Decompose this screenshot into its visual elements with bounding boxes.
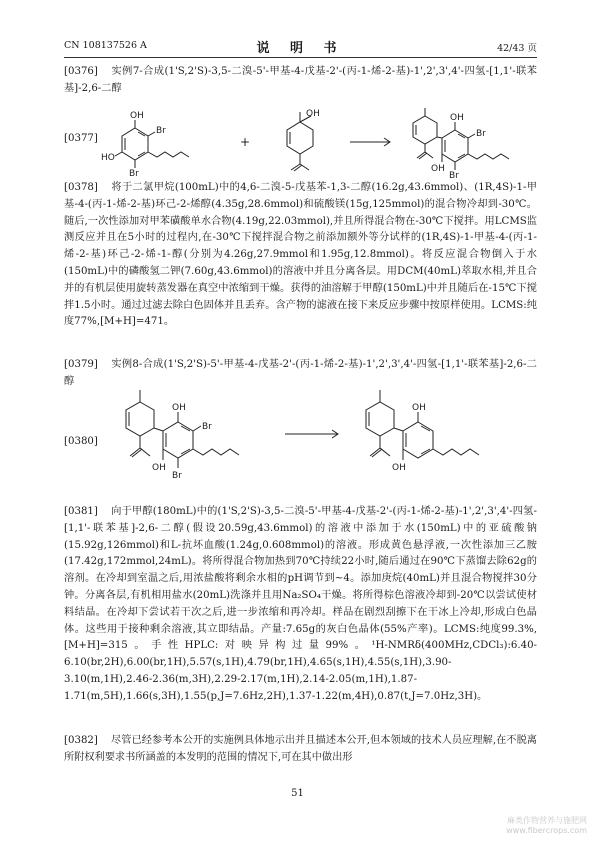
paragraph-0379 <box>64 357 537 391</box>
paragraph-0376 <box>64 64 537 98</box>
para-tag: [0382] <box>64 735 98 746</box>
para-text: 向于甲醇(180mL)中的(1'S,2'S)-3,5-二溴-5'-甲基-4-戊基-2'-(丙-1-烯-2-基)-1',2',3',4'-四氢-[1,1'-联苯基]-2,6-二醇(假设20.59g,43.6mmol)的溶液中添加于水(150mL)中的亚硫酸钠(15.92g,126mmol)和L-抗坏血酸(1.24g,0.608mmol)的溶液。形成黄色悬浮液,一次性添加三乙胺(17.42g,172mmol,24mL)。将所得混合物加热到70℃持续22小时,随后通过在90℃下蒸馏去除62g的溶剂。在冷却到室温之后,用浓盐酸将剩余水相的pH调节到~4。添加庚烷(40mL)并且混合物搅拌30分钟。分离各层,有机相用盐水(20mL)洗涤并且用Na₂SO₄干燥。将所得棕色溶液冷却到-20℃以尝试使材料结晶。在冷却下尝试若干次之后,进一步浓缩和再冷却。样品在剧烈刮擦下在干冰上冷却,形成白色晶体。这些用于接种剩余溶液,其立即结晶。产量:7.65g的灰白色晶体(55%产率)。LCMS:纯度99.3%,[M+H]=315。手性HPLC:对映异构过量99%。¹H-NMRδ(400MHz,CDCl₃):6.40-6.10(br,2H),6.00(br,1H),5.57(s,1H),4.79(br,1H),4.65(s,1H),4.55(s,1H),3.90-3.10(m,1H),2.46-2.36(m,3H),2.29-2.17(m,1H),2.14-2.05(m,1H),1.87-1.71(m,5H),1.66(s,3H),1.55(p,J=7.6Hz,2H),1.37-1.22(m,4H),0.87(t,J=7.0Hz,3H)。 <box>64 506 537 702</box>
watermark-line: 麻类作物营养与施肥网 <box>507 816 587 825</box>
plus-sign: + <box>240 135 251 149</box>
label-oh: OH <box>152 463 166 473</box>
label-oh: OH <box>172 403 186 413</box>
para-text: 将于二氯甲烷(100mL)中的4,6-二溴-5-戊基苯-1,3-二醇(16.2g,43.6mmol)、(1R,4S)-1-甲基-4-(丙-1-烯-2-基)环己-2-烯醇(4.35g,28.6mmol)和硫酸镁(15g,125mmol)的混合物冷却到-30℃。随后,一次性添加对甲苯磺酸单水合物(4.19g,22.03mmol),并且所得混合物在-30℃下搅拌。用LCMS监测反应并且在5小时的过程内,在-30℃下搅拌混合物之前添加额外等分试样的(1R,4S)-1-甲基-4-(丙-1-烯-2-基)环己-2-烯-1-醇(分别为4.26g,27.9mmol和1.95g,12.8mmol)。将反应混合物倒入于水(150mL)中的磷酸氢二钾(7.60g,43.6mmol)的溶液中并且分离各层。用DCM(40mL)萃取水相,并且合并的有机层使用旋转蒸发器在真空中浓缩到干燥。获得的油溶解于甲醇(150mL)中并且随后在-15℃下搅拌1.5小时。通过过滤去除白色固体并且丢弃。含产物的滤液在接下来反应步骤中按原样使用。LCMS:纯度77%,[M+H]=471。 <box>64 182 537 328</box>
paragraph-0378 <box>64 180 537 331</box>
paragraph-0381 <box>64 504 537 706</box>
page-number: 51 <box>291 788 304 799</box>
reactant-dibromo-resorcinol <box>101 111 189 179</box>
patent-number: CN 108137526 A <box>64 40 147 51</box>
label-oh: OH <box>392 463 406 473</box>
paragraph-0377-tag: [0377] <box>64 133 98 144</box>
label-oh: OH <box>412 403 426 413</box>
para-tag: [0376] <box>64 66 98 77</box>
watermark-line: www.fibercrops.com <box>506 826 587 835</box>
document-title: 说 明 书 <box>256 41 345 56</box>
label-oh: OH <box>450 113 464 123</box>
paragraph-0382 <box>64 733 537 767</box>
reactant-dibromo-cannabidiol <box>126 390 239 481</box>
label-br: Br <box>156 126 166 136</box>
product-dibromo-cannabidiol <box>413 108 509 181</box>
page-indicator: 42/43 页 <box>497 43 537 54</box>
header-rule <box>64 57 537 58</box>
label-br: Br <box>172 471 182 481</box>
reaction-scheme-1 <box>101 108 545 181</box>
paragraph-0380-tag: [0380] <box>64 436 98 447</box>
label-br: Br <box>202 422 212 432</box>
label-oh: OH <box>130 111 144 121</box>
label-br: Br <box>129 169 139 179</box>
reactant-terpene-alcohol <box>287 109 320 171</box>
para-tag: [0381] <box>64 506 98 517</box>
label-ho: HO <box>101 153 115 163</box>
label-br: Br <box>476 129 486 139</box>
para-tag: [0379] <box>64 359 98 370</box>
reaction-scheme-2 <box>110 388 530 496</box>
watermark <box>506 816 587 836</box>
product-cannabidiol <box>366 390 479 473</box>
para-text: 尽管已经参考本公开的实施例具体地示出并且描述本公开,但本领域的技术人员应理解,在不脱离所附权利要求书所涵盖的本发明的范围的情况下,可在其中做出形 <box>64 735 537 763</box>
page-header <box>64 37 537 56</box>
para-text: 实例8-合成(1'S,2'S)-5'-甲基-4-戊基-2'-(丙-1-烯-2-基)-1',2',3',4'-四氢-[1,1'-联苯基]-2,6-二醇 <box>64 359 537 387</box>
para-text: 实例7-合成(1'S,2'S)-3,5-二溴-5'-甲基-4-戊基-2'-(丙-1-烯-2-基)-1',2',3',4'-四氢-[1,1'-联苯基]-2,6-二醇 <box>64 66 537 94</box>
para-tag: [0378] <box>64 182 98 193</box>
label-oh: OH <box>306 109 320 119</box>
label-br: Br <box>449 171 459 181</box>
label-oh: OH <box>431 164 445 174</box>
